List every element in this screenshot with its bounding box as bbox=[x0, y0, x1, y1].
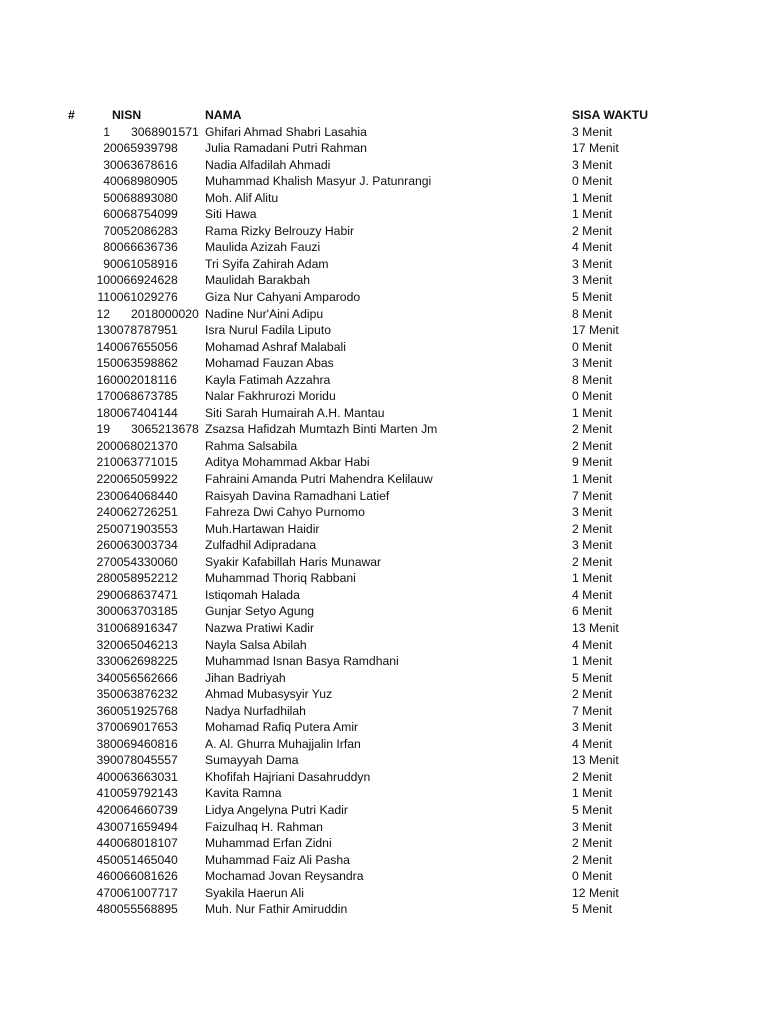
row-nisn: 0061007717 bbox=[110, 885, 178, 900]
table-row bbox=[0, 355, 768, 372]
row-nama: Zulfadhil Adipradana bbox=[205, 538, 317, 553]
row-nisn: 0068637471 bbox=[110, 587, 178, 602]
row-number: 21 bbox=[96, 455, 110, 470]
row-nama: Sumayyah Dama bbox=[205, 753, 299, 768]
table-row bbox=[0, 570, 768, 587]
row-sisa-waktu: 1 Menit bbox=[572, 472, 612, 487]
row-sisa-waktu: 2 Menit bbox=[572, 836, 612, 851]
table-row bbox=[0, 686, 768, 703]
row-nisn: 0056562666 bbox=[110, 670, 178, 685]
row-nisn: 3065213678 bbox=[131, 422, 199, 437]
row-nisn: 0061029276 bbox=[110, 290, 178, 305]
row-nisn: 0059792143 bbox=[110, 786, 178, 801]
header-nisn: NISN bbox=[112, 108, 142, 122]
row-nisn: 0078045557 bbox=[110, 753, 178, 768]
row-sisa-waktu: 17 Menit bbox=[572, 141, 619, 156]
row-number: 42 bbox=[96, 802, 110, 817]
row-nama: Isra Nurul Fadila Liputo bbox=[205, 323, 331, 338]
row-nama: Giza Nur Cahyani Amparodo bbox=[205, 290, 361, 305]
row-sisa-waktu: 1 Menit bbox=[572, 786, 612, 801]
row-sisa-waktu: 2 Menit bbox=[572, 422, 612, 437]
row-sisa-waktu: 0 Menit bbox=[572, 174, 612, 189]
row-number: 4 bbox=[103, 174, 110, 189]
table-row bbox=[0, 438, 768, 455]
row-nama: Muhammad Isnan Basya Ramdhani bbox=[205, 654, 399, 669]
table-row bbox=[0, 471, 768, 488]
row-nama: Siti Hawa bbox=[205, 207, 257, 222]
row-nisn: 0068980905 bbox=[110, 174, 178, 189]
row-nama: Lidya Angelyna Putri Kadir bbox=[205, 802, 348, 817]
row-sisa-waktu: 2 Menit bbox=[572, 769, 612, 784]
row-number: 48 bbox=[96, 902, 110, 917]
row-nama: Nalar Fakhrurozi Moridu bbox=[205, 389, 336, 404]
row-nisn: 0062726251 bbox=[110, 505, 178, 520]
table-row bbox=[0, 405, 768, 422]
results-table bbox=[0, 107, 768, 918]
table-row bbox=[0, 504, 768, 521]
row-nama: Mohamad Ashraf Malabali bbox=[205, 339, 346, 354]
row-sisa-waktu: 7 Menit bbox=[572, 703, 612, 718]
row-sisa-waktu: 13 Menit bbox=[572, 620, 619, 635]
row-sisa-waktu: 3 Menit bbox=[572, 505, 612, 520]
row-nama: Fahreza Dwi Cahyo Purnomo bbox=[205, 505, 365, 520]
row-nama: Syakila Haerun Ali bbox=[205, 885, 304, 900]
table-row bbox=[0, 620, 768, 637]
row-number: 38 bbox=[96, 736, 110, 751]
row-number: 1 bbox=[103, 124, 110, 139]
row-nama: Nadia Alfadilah Ahmadi bbox=[205, 157, 331, 172]
row-number: 34 bbox=[96, 670, 110, 685]
row-number: 22 bbox=[96, 472, 110, 487]
row-number: 16 bbox=[96, 372, 110, 387]
row-nama: Nadine Nur'Aini Adipu bbox=[205, 306, 324, 321]
row-nama: Tri Syifa Zahirah Adam bbox=[205, 256, 329, 271]
table-row bbox=[0, 239, 768, 256]
row-sisa-waktu: 3 Menit bbox=[572, 157, 612, 172]
row-nisn: 0058952212 bbox=[110, 571, 178, 586]
row-nisn: 0066081626 bbox=[110, 869, 178, 884]
row-nisn: 0067404144 bbox=[110, 405, 178, 420]
row-number: 33 bbox=[96, 654, 110, 669]
row-number: 37 bbox=[96, 720, 110, 735]
row-nama: Moh. Alif Alitu bbox=[205, 190, 279, 205]
row-nisn: 0054330060 bbox=[110, 554, 178, 569]
row-nama: Muh. Nur Fathir Amiruddin bbox=[205, 902, 348, 917]
table-row bbox=[0, 587, 768, 604]
table-row bbox=[0, 140, 768, 157]
row-sisa-waktu: 2 Menit bbox=[572, 438, 612, 453]
row-sisa-waktu: 7 Menit bbox=[572, 488, 612, 503]
table-row bbox=[0, 272, 768, 289]
row-nisn: 0063663031 bbox=[110, 769, 178, 784]
row-number: 18 bbox=[96, 405, 110, 420]
row-nisn: 0064660739 bbox=[110, 802, 178, 817]
row-sisa-waktu: 1 Menit bbox=[572, 571, 612, 586]
row-sisa-waktu: 3 Menit bbox=[572, 273, 612, 288]
row-sisa-waktu: 13 Menit bbox=[572, 753, 619, 768]
row-sisa-waktu: 12 Menit bbox=[572, 885, 619, 900]
row-number: 46 bbox=[96, 869, 110, 884]
row-number: 40 bbox=[96, 769, 110, 784]
row-nisn: 0062698225 bbox=[110, 654, 178, 669]
row-number: 6 bbox=[103, 207, 110, 222]
row-nama: Muhammad Khalish Masyur J. Patunrangi bbox=[205, 174, 432, 189]
row-number: 35 bbox=[96, 687, 110, 702]
table-row bbox=[0, 256, 768, 273]
row-number: 41 bbox=[96, 786, 110, 801]
table-row bbox=[0, 223, 768, 240]
row-number: 13 bbox=[96, 323, 110, 338]
row-nama: Syakir Kafabillah Haris Munawar bbox=[205, 554, 382, 569]
row-nama: Mohamad Rafiq Putera Amir bbox=[205, 720, 359, 735]
row-sisa-waktu: 3 Menit bbox=[572, 538, 612, 553]
row-number: 10 bbox=[96, 273, 110, 288]
row-sisa-waktu: 5 Menit bbox=[572, 670, 612, 685]
row-nama: Mohamad Fauzan Abas bbox=[205, 356, 334, 371]
row-number: 8 bbox=[103, 240, 110, 255]
row-nama: Mochamad Jovan Reysandra bbox=[205, 869, 364, 884]
row-number: 23 bbox=[96, 488, 110, 503]
row-sisa-waktu: 2 Menit bbox=[572, 687, 612, 702]
row-number: 27 bbox=[96, 554, 110, 569]
row-nisn: 0067655056 bbox=[110, 339, 178, 354]
table-row bbox=[0, 537, 768, 554]
row-nisn: 0071659494 bbox=[110, 819, 178, 834]
row-nama: Gunjar Setyo Agung bbox=[205, 604, 315, 619]
row-sisa-waktu: 4 Menit bbox=[572, 587, 612, 602]
table-row bbox=[0, 736, 768, 753]
row-sisa-waktu: 3 Menit bbox=[572, 819, 612, 834]
row-nama: Rahma Salsabila bbox=[205, 438, 298, 453]
table-body bbox=[0, 124, 768, 918]
row-nama: Muhammad Erfan Zidni bbox=[205, 836, 332, 851]
row-sisa-waktu: 3 Menit bbox=[572, 256, 612, 271]
table-row bbox=[0, 752, 768, 769]
row-sisa-waktu: 0 Menit bbox=[572, 869, 612, 884]
table-row bbox=[0, 173, 768, 190]
row-sisa-waktu: 8 Menit bbox=[572, 306, 612, 321]
row-nama: Ghifari Ahmad Shabri Lasahia bbox=[205, 124, 367, 139]
row-nama: Kayla Fatimah Azzahra bbox=[205, 372, 331, 387]
row-sisa-waktu: 5 Menit bbox=[572, 290, 612, 305]
row-nisn: 0051465040 bbox=[110, 852, 178, 867]
row-nisn: 0068673785 bbox=[110, 389, 178, 404]
row-nama: Muhammad Thoriq Rabbani bbox=[205, 571, 356, 586]
row-sisa-waktu: 2 Menit bbox=[572, 521, 612, 536]
table-row bbox=[0, 802, 768, 819]
row-number: 5 bbox=[103, 190, 110, 205]
row-nisn: 0068916347 bbox=[110, 620, 178, 635]
row-sisa-waktu: 5 Menit bbox=[572, 902, 612, 917]
row-nisn: 3068901571 bbox=[131, 124, 199, 139]
row-number: 17 bbox=[96, 389, 110, 404]
row-sisa-waktu: 6 Menit bbox=[572, 604, 612, 619]
row-number: 24 bbox=[96, 505, 110, 520]
row-sisa-waktu: 5 Menit bbox=[572, 802, 612, 817]
row-nisn: 0063771015 bbox=[110, 455, 178, 470]
row-nama: Raisyah Davina Ramadhani Latief bbox=[205, 488, 390, 503]
table-row bbox=[0, 819, 768, 836]
table-row bbox=[0, 289, 768, 306]
row-number: 14 bbox=[96, 339, 110, 354]
row-sisa-waktu: 17 Menit bbox=[572, 323, 619, 338]
table-row bbox=[0, 372, 768, 389]
table-row bbox=[0, 388, 768, 405]
row-nama: Nazwa Pratiwi Kadir bbox=[205, 620, 315, 635]
table-row bbox=[0, 339, 768, 356]
row-sisa-waktu: 0 Menit bbox=[572, 339, 612, 354]
row-nisn: 0066636736 bbox=[110, 240, 178, 255]
header-no: # bbox=[68, 108, 75, 122]
row-nisn: 0066924628 bbox=[110, 273, 178, 288]
row-number: 28 bbox=[96, 571, 110, 586]
row-sisa-waktu: 8 Menit bbox=[572, 372, 612, 387]
row-nisn: 0063003734 bbox=[110, 538, 178, 553]
row-sisa-waktu: 0 Menit bbox=[572, 389, 612, 404]
row-nisn: 0064068440 bbox=[110, 488, 178, 503]
row-number: 11 bbox=[97, 290, 110, 305]
header-nama: NAMA bbox=[205, 108, 242, 122]
row-nisn: 0061058916 bbox=[110, 256, 178, 271]
row-sisa-waktu: 2 Menit bbox=[572, 223, 612, 238]
row-number: 32 bbox=[96, 637, 110, 652]
row-nama: Muhammad Faiz Ali Pasha bbox=[205, 852, 350, 867]
row-nisn: 0071903553 bbox=[110, 521, 178, 536]
table-header bbox=[0, 107, 768, 124]
row-number: 39 bbox=[96, 753, 110, 768]
row-sisa-waktu: 1 Menit bbox=[572, 190, 612, 205]
table-row bbox=[0, 554, 768, 571]
table-row bbox=[0, 653, 768, 670]
table-row bbox=[0, 852, 768, 869]
row-number: 30 bbox=[96, 604, 110, 619]
row-nama: Aditya Mohammad Akbar Habi bbox=[205, 455, 370, 470]
row-nisn: 0063678616 bbox=[110, 157, 178, 172]
row-nisn: 0002018116 bbox=[110, 372, 177, 387]
row-nama: Nayla Salsa Abilah bbox=[205, 637, 307, 652]
row-number: 19 bbox=[96, 422, 110, 437]
row-nama: Istiqomah Halada bbox=[205, 587, 300, 602]
row-sisa-waktu: 4 Menit bbox=[572, 736, 612, 751]
row-nisn: 0055568895 bbox=[110, 902, 178, 917]
row-number: 47 bbox=[96, 885, 110, 900]
table-row bbox=[0, 637, 768, 654]
row-sisa-waktu: 3 Menit bbox=[572, 124, 612, 139]
row-number: 26 bbox=[96, 538, 110, 553]
row-sisa-waktu: 2 Menit bbox=[572, 852, 612, 867]
table-row bbox=[0, 603, 768, 620]
row-nisn: 0052086283 bbox=[110, 223, 178, 238]
row-nisn: 0068893080 bbox=[110, 190, 178, 205]
table-row bbox=[0, 885, 768, 902]
row-nama: Jihan Badriyah bbox=[205, 670, 286, 685]
row-sisa-waktu: 3 Menit bbox=[572, 720, 612, 735]
row-number: 29 bbox=[96, 587, 110, 602]
row-number: 20 bbox=[96, 438, 110, 453]
table-row bbox=[0, 190, 768, 207]
row-sisa-waktu: 2 Menit bbox=[572, 554, 612, 569]
table-row bbox=[0, 306, 768, 323]
row-number: 3 bbox=[103, 157, 110, 172]
row-nisn: 0063876232 bbox=[110, 687, 178, 702]
row-nama: Zsazsa Hafidzah Mumtazh Binti Marten Jm bbox=[205, 422, 438, 437]
row-number: 12 bbox=[96, 306, 110, 321]
row-number: 2 bbox=[103, 141, 110, 156]
row-nama: Maulida Azizah Fauzi bbox=[205, 240, 321, 255]
row-number: 9 bbox=[103, 256, 110, 271]
row-nama: Nadya Nurfadhilah bbox=[205, 703, 306, 718]
row-nama: Maulidah Barakbah bbox=[205, 273, 311, 288]
row-number: 15 bbox=[96, 356, 110, 371]
row-number: 45 bbox=[96, 852, 110, 867]
row-number: 7 bbox=[103, 223, 110, 238]
row-nisn: 0051925768 bbox=[110, 703, 178, 718]
table-row bbox=[0, 322, 768, 339]
row-nama: Khofifah Hajriani Dasahruddyn bbox=[205, 769, 371, 784]
header-sisa-waktu: SISA WAKTU bbox=[572, 108, 649, 122]
row-sisa-waktu: 4 Menit bbox=[572, 637, 612, 652]
table-row bbox=[0, 157, 768, 174]
table-row bbox=[0, 521, 768, 538]
row-nama: Rama Rizky Belrouzy Habir bbox=[205, 223, 354, 238]
table-row bbox=[0, 785, 768, 802]
row-nama: A. Al. Ghurra Muhajjalin Irfan bbox=[205, 736, 361, 751]
table-row bbox=[0, 421, 768, 438]
row-nama: Siti Sarah Humairah A.H. Mantau bbox=[205, 405, 385, 420]
row-number: 31 bbox=[96, 620, 110, 635]
row-nisn: 0068754099 bbox=[110, 207, 178, 222]
table-row bbox=[0, 488, 768, 505]
row-number: 25 bbox=[96, 521, 110, 536]
row-sisa-waktu: 1 Menit bbox=[572, 654, 612, 669]
row-sisa-waktu: 9 Menit bbox=[572, 455, 612, 470]
table-row bbox=[0, 454, 768, 471]
row-nisn: 0068018107 bbox=[110, 836, 178, 851]
row-nisn: 0065059922 bbox=[110, 472, 178, 487]
row-nisn: 0063703185 bbox=[110, 604, 178, 619]
row-number: 36 bbox=[96, 703, 110, 718]
row-nisn: 0069460816 bbox=[110, 736, 178, 751]
row-nisn: 2018000020 bbox=[131, 306, 199, 321]
row-nisn: 0063598862 bbox=[110, 356, 178, 371]
table-row bbox=[0, 703, 768, 720]
table-row bbox=[0, 868, 768, 885]
row-nama: Ahmad Mubasysyir Yuz bbox=[205, 687, 333, 702]
table-row bbox=[0, 901, 768, 918]
table-row bbox=[0, 769, 768, 786]
row-number: 44 bbox=[96, 836, 110, 851]
row-nama: Fahraini Amanda Putri Mahendra Kelilauw bbox=[205, 472, 433, 487]
table-row bbox=[0, 670, 768, 687]
row-sisa-waktu: 4 Menit bbox=[572, 240, 612, 255]
row-nisn: 0078787951 bbox=[110, 323, 178, 338]
row-nama: Faizulhaq H. Rahman bbox=[205, 819, 323, 834]
row-number: 43 bbox=[96, 819, 110, 834]
row-nama: Kavita Ramna bbox=[205, 786, 282, 801]
row-nisn: 0065939798 bbox=[110, 141, 178, 156]
table-row bbox=[0, 719, 768, 736]
row-nisn: 0069017653 bbox=[110, 720, 178, 735]
row-nisn: 0065046213 bbox=[110, 637, 178, 652]
row-nama: Muh.Hartawan Haidir bbox=[205, 521, 320, 536]
row-sisa-waktu: 1 Menit bbox=[572, 207, 612, 222]
table-row bbox=[0, 206, 768, 223]
row-sisa-waktu: 3 Menit bbox=[572, 356, 612, 371]
row-sisa-waktu: 1 Menit bbox=[572, 405, 612, 420]
table-row bbox=[0, 124, 768, 141]
row-nama: Julia Ramadani Putri Rahman bbox=[205, 141, 367, 156]
table-row bbox=[0, 835, 768, 852]
row-nisn: 0068021370 bbox=[110, 438, 178, 453]
